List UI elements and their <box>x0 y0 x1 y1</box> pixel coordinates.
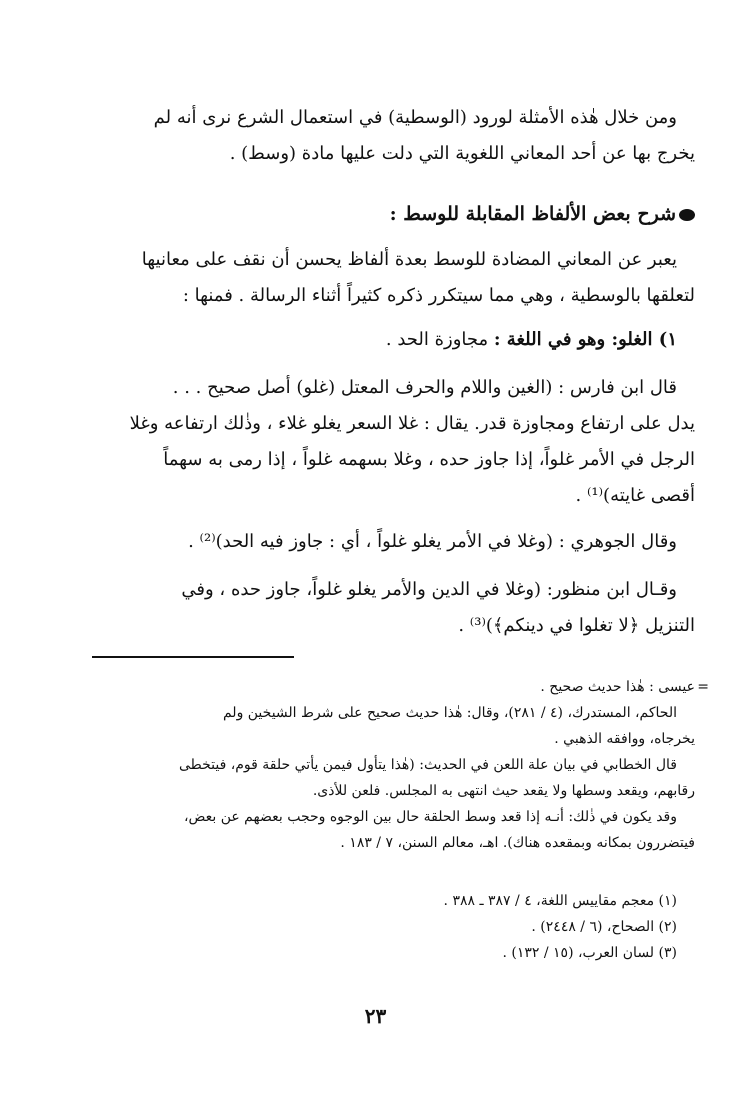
ibn-faris-line-2: يدل على ارتفاع ومجاوزة قدر. يقال : غلا السعر يغلو غلاء ، وذٰلك ارتفاعه وغلا <box>129 413 695 434</box>
page-number: ٢٣ <box>364 1004 387 1028</box>
footnote-cont-line-2: الحاكم، المستدرك، (٤ / ٢٨١)، وقال: هٰذا حديث صحيح على شرط الشيخين ولم <box>222 705 677 721</box>
jawhari-line: وقال الجوهري : (وغلا في الأمر يغلو غلواً ، أي : جاوز فيه الحد)⁽²⁾ . <box>188 531 677 552</box>
ibn-manzur-quote <box>63 572 695 644</box>
footnote-cont-line-6: وقد يكون في ذٰلك: أنـه إذا قعد وسط الحلقة حال بين الوجوه وحجب بعضهم عن بعض، <box>183 809 677 825</box>
jawhari-quote <box>63 524 695 560</box>
footnote-3: (٣) لسان العرب، (١٥ / ١٣٢) . <box>502 945 677 961</box>
section-heading-text: شرح بعض الألفاظ المقابلة للوسط : <box>389 203 676 225</box>
section-heading <box>63 198 695 230</box>
ibn-faris-line-1: قال ابن فارس : (الغين واللام والحرف المعتل (غلو) أصل صحيح . . . <box>172 377 677 398</box>
footnotes-continued <box>55 674 709 856</box>
footnote-cont-line-3: يخرجاه، ووافقه الذهبي . <box>554 731 695 747</box>
footnotes-numbered <box>55 888 695 966</box>
ibn-manzur-line-2: التنزيل ﴿لا تغلوا في دينكم﴾)⁽³⁾ . <box>458 615 695 636</box>
ghuluw-label: ١) الغلو: وهو في اللغة : <box>493 329 677 350</box>
intro-line-1: ومن خلال هٰذه الأمثلة لورود (الوسطية) في استعمال الشرع نرى أنه لم <box>153 107 677 128</box>
footnote-2: (٢) الصحاح، (٦ / ٢٤٤٨) . <box>531 919 677 935</box>
bullet-icon <box>679 209 695 221</box>
intro-line-2: يخرج بها عن أحد المعاني اللغوية التي دلت عليها مادة (وسط) . <box>229 143 695 164</box>
ghuluw-meaning: مجاوزة الحد . <box>385 329 489 350</box>
footnote-cont-line-4: قال الخطابي في بيان علة اللعن في الحديث: (هٰذا يتأول فيمن يأتي حلقة قوم، فيتخطى <box>178 757 677 773</box>
footnote-cont-line-1: عيسى : هٰذا حديث صحيح . <box>540 679 695 695</box>
ibn-faris-line-4: أقصى غايته)⁽¹⁾ . <box>575 485 695 506</box>
ibn-faris-line-3: الرجل في الأمر غلواً، إذا جاوز حده ، وغلا بسهمه غلواً ، إذا رمى به سهماً <box>163 449 695 470</box>
intro-paragraph <box>63 100 695 172</box>
ghuluw-definition <box>63 322 695 358</box>
opposites-line-1: يعبر عن المعاني المضادة للوسط بعدة ألفاظ يحسن أن نقف على معانيها <box>141 249 677 270</box>
continuation-mark: = <box>697 679 709 695</box>
ibn-faris-quote <box>63 370 695 514</box>
ibn-manzur-line-1: وقـال ابن منظور: (وغلا في الدين والأمر يغلو غلواً، جاوز حده ، وفي <box>181 579 677 600</box>
opposites-paragraph <box>63 242 695 314</box>
footnote-cont-line-7: فيتضررون بمكانه وبمقعده هناك). اهـ، معالم السنن، ٧ / ١٨٣ . <box>340 835 695 851</box>
footnote-cont-line-5: رقابهم، ويقعد وسطها ولا يقعد حيث انتهى به المجلس. فلعن للأذى. <box>312 783 695 799</box>
footnote-1: (١) معجم مقاييس اللغة، ٤ / ٣٨٧ ـ ٣٨٨ . <box>443 893 677 909</box>
opposites-line-2: لتعلقها بالوسطية ، وهي مما سيتكرر ذكره كثيراً أثناء الرسالة . فمنها : <box>182 285 695 306</box>
footnote-divider <box>92 656 294 658</box>
